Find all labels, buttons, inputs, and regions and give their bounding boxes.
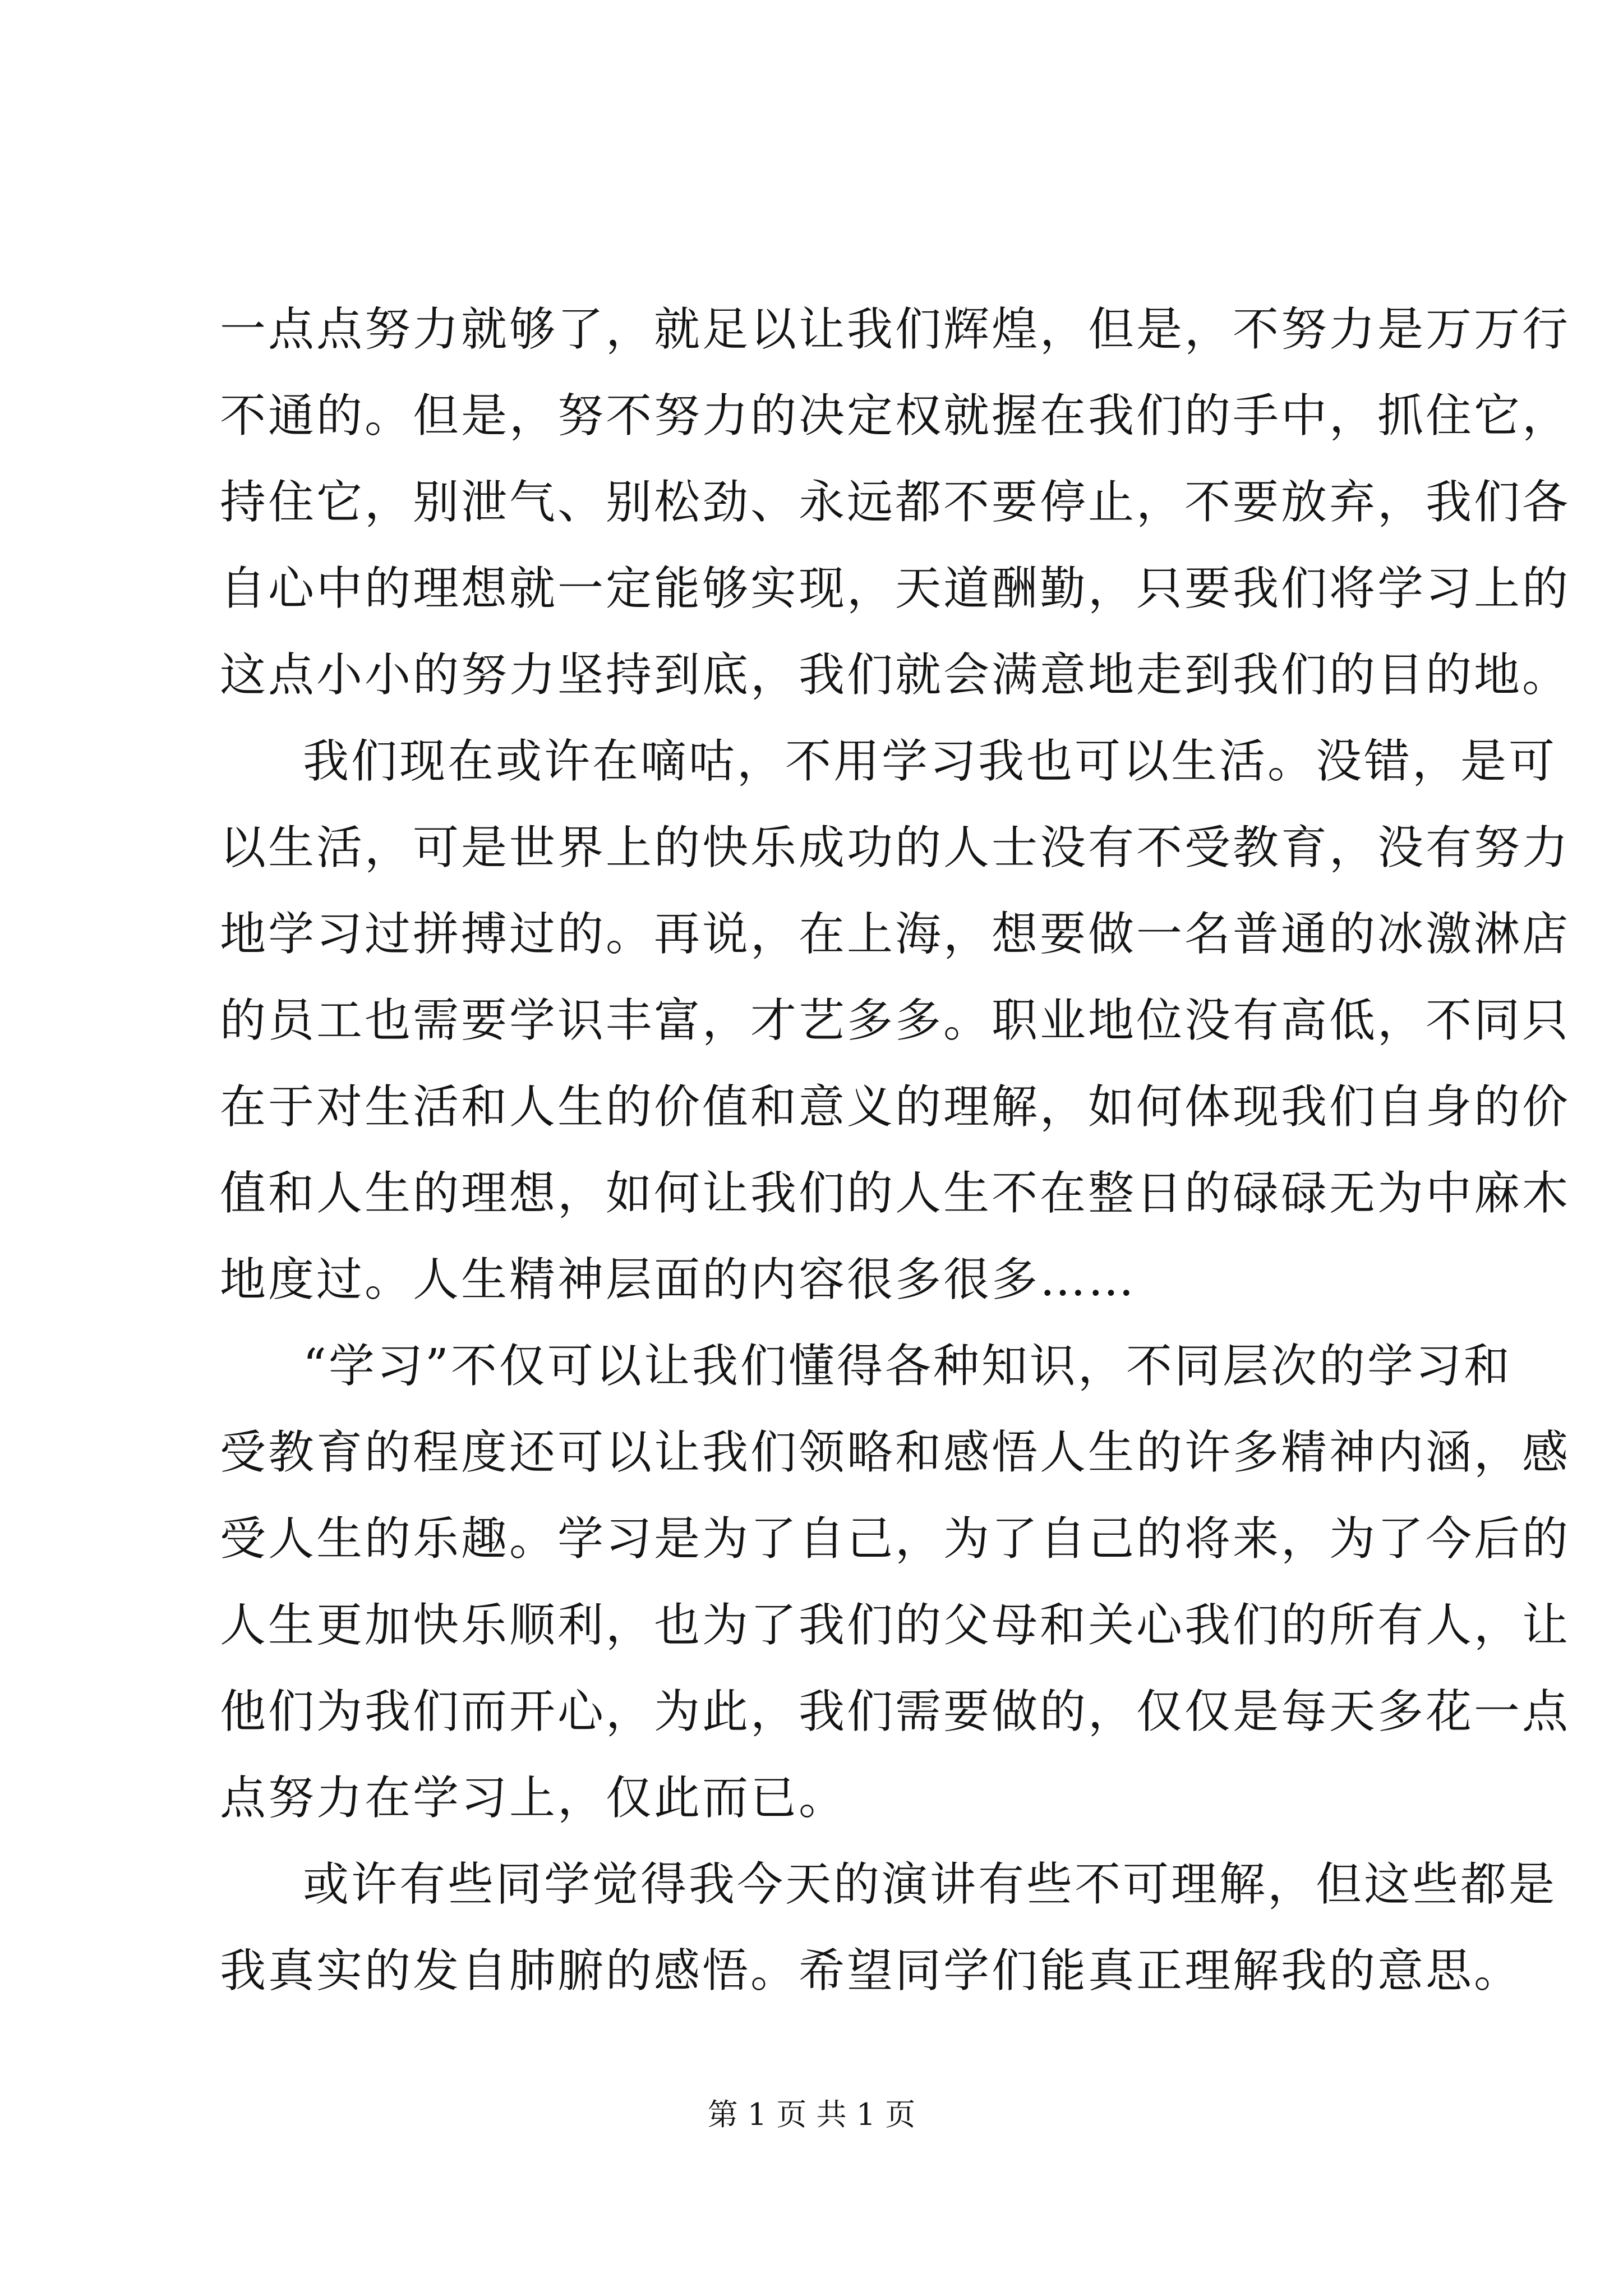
text-line: 受教育的程度还可以让我们领略和感悟人生的许多精神内涵，感 [220,1426,1571,1479]
text-line: 值和人生的理想，如何让我们的人生不在整日的碌碌无为中麻木 [220,1167,1571,1220]
paragraph-start-line: 我们现在或许在嘀咕，不用学习我也可以生活。没错，是可 [303,735,1557,788]
text-line: 自心中的理想就一定能够实现，天道酬勤，只要我们将学习上的 [220,562,1571,615]
text-line: 我真实的发自肺腑的感悟。希望同学们能真正理解我的意思。 [220,1944,1523,1998]
text-line: 地度过。人生精神层面的内容很多很多…… [220,1253,1137,1306]
text-line: 不通的。但是，努不努力的决定权就握在我们的手中，抓住它， [220,389,1571,443]
text-line: 在于对生活和人生的价值和意义的理解，如何体现我们自身的价 [220,1080,1571,1134]
paragraph-start-line: 或许有些同学觉得我今天的演讲有些不可理解，但这些都是 [303,1858,1557,1911]
text-line: 这点小小的努力坚持到底，我们就会满意地走到我们的目的地。 [220,648,1571,702]
text-line: 持住它，别泄气、别松劲、永远都不要停止，不要放弃，我们各 [220,476,1571,529]
paragraph-start-line: “学习”不仅可以让我们懂得各种知识，不同层次的学习和 [303,1340,1512,1393]
text-line: 以生活，可是世界上的快乐成功的人士没有不受教育，没有努力 [220,821,1571,875]
text-line: 点努力在学习上，仅此而已。 [220,1772,847,1825]
text-line: 受人生的乐趣。学习是为了自己，为了自己的将来，为了今后的 [220,1512,1571,1566]
text-line: 人生更加快乐顺利，也为了我们的父母和关心我们的所有人，让 [220,1599,1571,1652]
text-line: 的员工也需要学识丰富，才艺多多。职业地位没有高低，不同只 [220,994,1571,1047]
page-number-footer: 第 1 页 共 1 页 [707,2097,916,2132]
text-line: 他们为我们而开心，为此，我们需要做的，仅仅是每天多花一点 [220,1685,1571,1738]
text-line: 地学习过拼搏过的。再说，在上海，想要做一名普通的冰激淋店 [220,908,1571,961]
text-line: 一点点努力就够了，就足以让我们辉煌，但是，不努力是万万行 [220,303,1571,356]
